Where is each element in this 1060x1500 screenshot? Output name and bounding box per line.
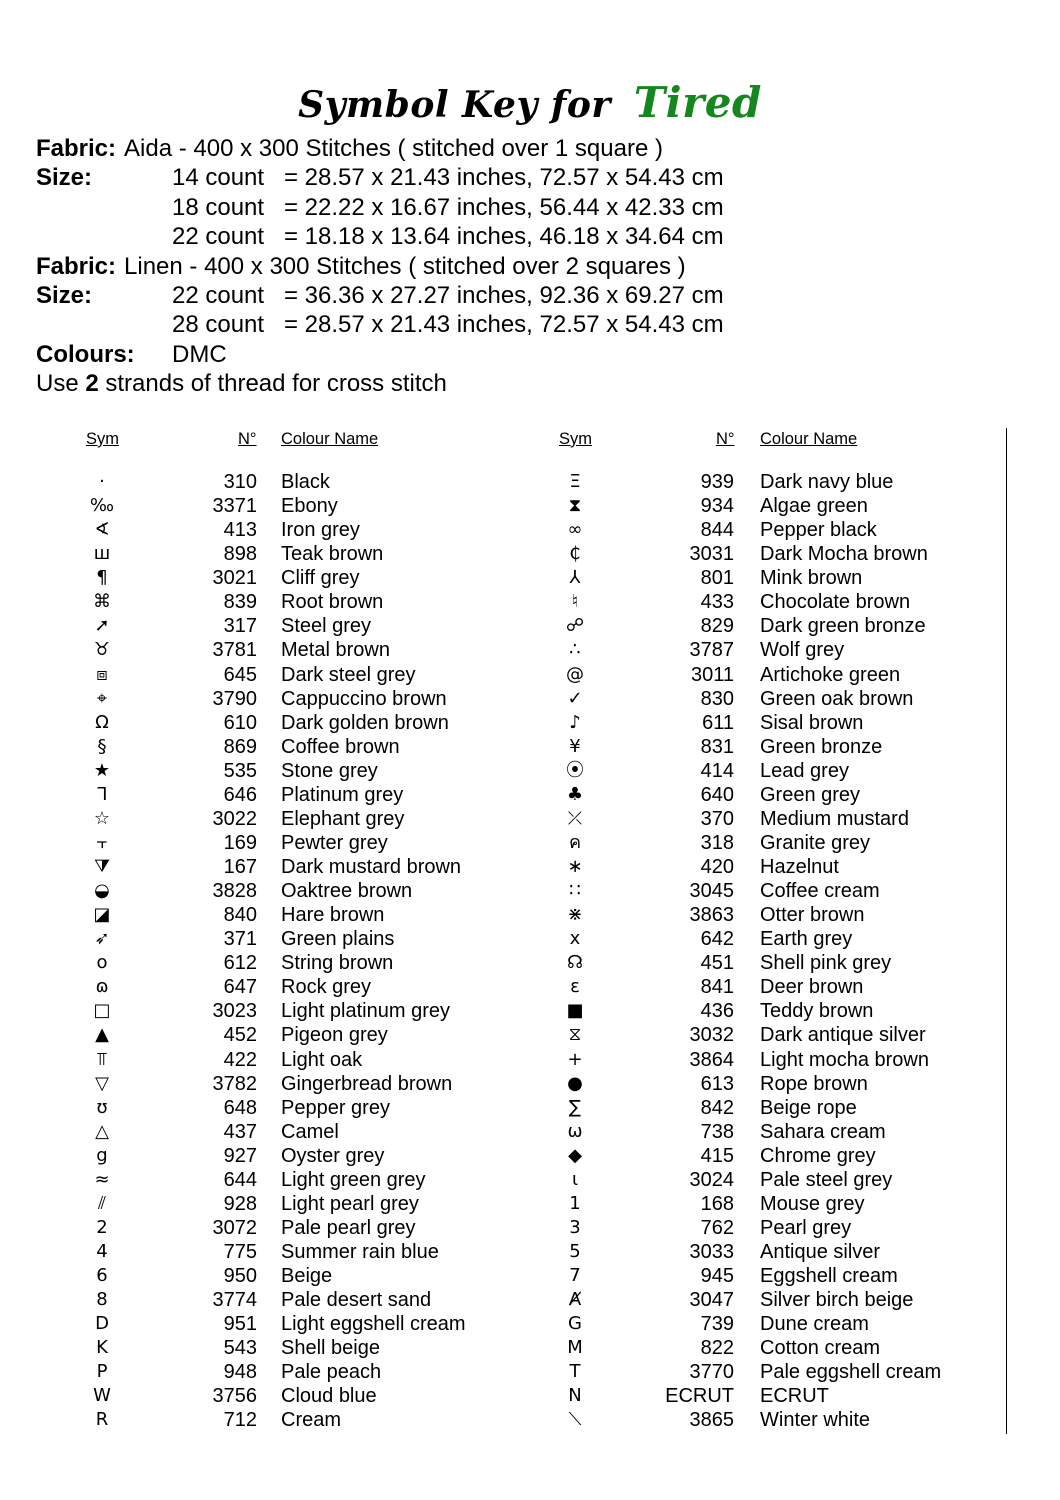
dmc-number: 452 [223, 1024, 257, 1047]
colour-name: Sahara cream [760, 1120, 886, 1143]
stitch-symbol: ∑ [568, 1096, 582, 1118]
colour-name: Cliff grey [281, 567, 360, 590]
stitch-symbol: 6 [96, 1265, 108, 1287]
size-dimensions: = 28.57 x 21.43 inches, 72.57 x 54.43 cm [284, 164, 724, 192]
fabric-info [36, 134, 1026, 399]
colour-name: Summer rain blue [281, 1241, 439, 1263]
dmc-number: 167 [223, 856, 257, 878]
stitch-symbol: ⫪ [96, 1048, 108, 1070]
stitch-symbol: ɷ [95, 976, 109, 998]
colours-label: Colours: [36, 340, 135, 368]
dmc-number: 415 [700, 1144, 734, 1167]
dmc-number: 3045 [689, 880, 734, 903]
stitch-symbol: ☊ [567, 952, 583, 974]
size-dimensions: = 22.22 x 16.67 inches, 56.44 x 42.33 cm [284, 193, 724, 221]
colour-name: Gingerbread brown [281, 1072, 453, 1095]
colour-name: Silver birch beige [760, 1289, 914, 1312]
stitch-symbol: 4 [96, 1241, 108, 1262]
dmc-number: 775 [223, 1241, 257, 1263]
colour-name: Elephant grey [281, 807, 405, 830]
dmc-number: 3371 [212, 495, 257, 518]
stitch-symbol: ‰ [89, 495, 115, 517]
colour-name: Light oak [281, 1048, 363, 1071]
colour-name: ECRUT [760, 1385, 829, 1408]
stitch-symbol: ∢ [94, 519, 110, 541]
stitch-symbol: ⧩ [93, 856, 111, 877]
dmc-number: 3031 [689, 543, 734, 566]
stitch-symbol: ♣ [566, 783, 584, 805]
colour-name: Shell beige [281, 1337, 380, 1360]
dmc-number: 3865 [689, 1409, 734, 1432]
dmc-number: 3781 [212, 639, 257, 662]
stitch-symbol: P [96, 1361, 108, 1383]
colour-name: Coffee cream [760, 880, 880, 903]
dmc-number: 801 [700, 567, 734, 590]
colour-name: Ebony [281, 495, 338, 518]
dmc-number: 840 [223, 904, 257, 927]
dmc-number: 640 [700, 783, 734, 806]
colour-name: Deer brown [760, 976, 864, 999]
strands-before: Use [36, 370, 86, 398]
colour-name: Pale pearl grey [281, 1216, 416, 1239]
colour-name: Pewter grey [281, 831, 388, 854]
stitch-symbol: D [95, 1313, 109, 1335]
colour-name: Pigeon grey [281, 1024, 388, 1047]
colour-name: Camel [281, 1120, 339, 1143]
size-label: Size: [36, 281, 93, 309]
dmc-number: 370 [700, 807, 734, 830]
stitch-symbol: ▲ [95, 1024, 109, 1046]
size-row [36, 281, 1026, 310]
stitch-symbol: ★ [93, 759, 111, 781]
colour-name: Pearl grey [760, 1216, 852, 1239]
stitch-symbol: ◪ [93, 904, 111, 926]
dmc-number: 3011 [690, 663, 734, 686]
stitch-symbol: Ⱥ [568, 1289, 582, 1311]
stitch-symbol: 2 [96, 1216, 108, 1238]
dmc-number: 3864 [689, 1048, 734, 1071]
colour-name: Dark mustard brown [281, 856, 462, 878]
dmc-number: 3022 [212, 807, 257, 830]
stitch-symbol: ω [567, 1120, 583, 1142]
colour-name: Mink brown [760, 567, 863, 590]
stitch-symbol: □ [93, 1000, 111, 1022]
stitch-symbol: 3 [569, 1216, 581, 1238]
dmc-number: 842 [700, 1096, 734, 1119]
stitch-symbol: ⧈ [96, 663, 108, 685]
dmc-number: 939 [700, 471, 734, 493]
colour-name: Medium mustard [760, 807, 909, 830]
dmc-number: 543 [223, 1337, 257, 1360]
fabric-label: Fabric: [36, 135, 117, 162]
dmc-number: 613 [700, 1072, 734, 1095]
size-count: 28 count [172, 311, 265, 339]
colours-row [36, 340, 1026, 369]
dmc-number: 822 [700, 1337, 734, 1360]
dmc-number: 934 [700, 495, 734, 518]
colour-name: Green plains [281, 928, 395, 951]
dmc-number: 738 [700, 1120, 734, 1143]
stitch-symbol: ≈ [94, 1168, 110, 1190]
stitch-symbol: Ω [95, 711, 109, 733]
dmc-number: 3787 [689, 639, 734, 662]
dmc-number: 3072 [212, 1216, 257, 1239]
stitch-symbol: ♪ [569, 711, 581, 733]
colour-name: Root brown [281, 591, 384, 614]
dmc-number: 413 [223, 519, 257, 542]
dmc-number: 642 [700, 928, 734, 951]
fabric-value: Aida - 400 x 300 Stitches ( stitched over 1 square ) [124, 135, 663, 162]
dmc-number: 414 [700, 759, 734, 782]
colour-name: Green oak brown [760, 687, 914, 710]
strands-count: 2 [85, 370, 99, 398]
size-row [36, 163, 1026, 192]
stitch-symbol: · [99, 471, 105, 492]
colour-name: Eggshell cream [760, 1265, 898, 1288]
size-dimensions: = 36.36 x 27.27 inches, 92.36 x 69.27 cm [284, 281, 724, 309]
dmc-number: 898 [223, 543, 257, 566]
dmc-number: 451 [700, 952, 734, 975]
stitch-symbol: ➚ [94, 615, 110, 637]
stitch-symbol: ∴ [569, 639, 581, 661]
dmc-number: 841 [700, 976, 734, 999]
stitch-symbol: ∷ [569, 880, 581, 902]
stitch-symbol: ɩ [571, 1168, 579, 1190]
size-row [36, 222, 1026, 251]
stitch-symbol: Ξ [569, 471, 581, 492]
colour-name: Black [281, 471, 330, 493]
colour-name: Light eggshell cream [281, 1313, 466, 1336]
dmc-number: 927 [223, 1144, 257, 1167]
colour-name: Artichoke green [760, 663, 901, 686]
pattern-name: Tired [633, 78, 762, 127]
colour-name: Dark navy blue [760, 471, 894, 493]
size-row [36, 310, 1026, 339]
dmc-number: 3032 [689, 1024, 734, 1047]
dmc-number: 611 [702, 711, 734, 734]
dmc-number: 928 [223, 1192, 257, 1215]
colour-name: Light pearl grey [281, 1192, 419, 1215]
colour-name: Beige rope [760, 1096, 857, 1119]
dmc-number: 371 [223, 928, 257, 951]
colour-name: Platinum grey [281, 783, 404, 806]
dmc-number: 869 [223, 735, 257, 758]
colour-name: Cotton cream [760, 1337, 881, 1360]
dmc-number: 829 [700, 615, 734, 638]
dmc-number: 762 [700, 1216, 734, 1239]
stitch-symbol: ♮ [571, 591, 579, 613]
stitch-symbol: g [96, 1144, 108, 1166]
colour-name: Chocolate brown [760, 591, 911, 614]
header-colour-name: Colour Name [760, 430, 858, 448]
colour-name: Teddy brown [760, 1000, 874, 1023]
stitch-symbol: ■ [566, 1000, 584, 1022]
fabric-label: Fabric: [36, 252, 117, 280]
stitch-symbol: ɛ [570, 976, 580, 998]
stitch-symbol: ⅄ [569, 567, 581, 589]
colour-name: Pepper grey [281, 1096, 390, 1119]
dmc-number: 422 [223, 1048, 257, 1071]
stitch-symbol: M [567, 1337, 583, 1359]
stitch-symbol: ⫽ [97, 1192, 107, 1214]
size-count: 18 count [172, 193, 265, 221]
colour-name: Dark green bronze [760, 615, 926, 638]
header-colour-name: Colour Name [281, 430, 379, 448]
colour-name: Pale eggshell cream [760, 1361, 942, 1384]
colour-name: Metal brown [281, 639, 390, 662]
colour-name: Pale peach [281, 1361, 382, 1384]
stitch-symbol: R [95, 1409, 109, 1431]
size-dimensions: = 28.57 x 21.43 inches, 72.57 x 54.43 cm [284, 311, 724, 339]
stitch-symbol: 5 [569, 1241, 581, 1262]
dmc-number: 3023 [212, 1000, 257, 1023]
colour-name: Beige [281, 1265, 333, 1288]
colour-name: Light green grey [281, 1168, 426, 1191]
linen-fabric-row [36, 252, 1026, 281]
header-sym: Sym [559, 430, 592, 448]
stitch-symbol: ⤫ [567, 807, 583, 829]
size-count: 14 count [172, 164, 265, 192]
stitch-symbol: ¥ [569, 735, 581, 757]
stitch-symbol: ☆ [93, 807, 111, 829]
dmc-number: 844 [700, 519, 734, 542]
dmc-number: 645 [223, 663, 257, 686]
colour-name: Granite grey [760, 831, 871, 854]
stitch-symbol: G [568, 1313, 582, 1335]
size-count: 22 count [172, 281, 265, 309]
dmc-number: 169 [223, 831, 257, 854]
stitch-symbol: ʊ [96, 1096, 108, 1118]
dmc-number: 3024 [689, 1168, 734, 1191]
dmc-number: 3033 [689, 1241, 734, 1263]
size-label: Size: [36, 164, 93, 192]
dmc-number: 830 [700, 687, 734, 710]
strands-after: strands of thread for cross stitch [98, 370, 447, 398]
dmc-number: 3782 [212, 1072, 257, 1095]
colour-name: Mouse grey [760, 1192, 865, 1215]
dmc-number: 948 [223, 1361, 257, 1384]
header-num: N° [716, 430, 735, 448]
colour-name: Wolf grey [760, 639, 845, 662]
dmc-number: 3828 [212, 880, 257, 903]
dmc-number: 436 [700, 1000, 734, 1023]
stitch-symbol: ➶ [94, 928, 110, 950]
page-title [0, 78, 1060, 127]
colour-name: Otter brown [760, 904, 865, 927]
colour-name: Antique silver [760, 1241, 881, 1263]
stitch-symbol: ∞ [567, 519, 583, 541]
colour-name: Pale desert sand [281, 1289, 432, 1312]
colour-name: Winter white [760, 1409, 871, 1432]
stitch-symbol: ₵ [569, 543, 581, 565]
stitch-symbol: ☍ [565, 615, 585, 637]
stitch-symbol: § [97, 735, 107, 757]
stitch-symbol: ▽ [95, 1072, 109, 1094]
dmc-number: 831 [700, 735, 734, 758]
colour-name: Cappuccino brown [281, 687, 447, 710]
stitch-symbol: ⋇ [567, 904, 583, 926]
stitch-symbol: ⦿ [566, 759, 584, 781]
stitch-symbol: o [96, 952, 108, 974]
stitch-symbol: ⟍ [568, 1409, 582, 1431]
colour-name: Lead grey [760, 759, 849, 782]
stitch-symbol: W [93, 1385, 111, 1407]
colour-name: Pepper black [760, 519, 877, 542]
stitch-symbol: ● [567, 1072, 583, 1094]
dmc-number: 950 [223, 1265, 257, 1288]
dmc-number: 3021 [212, 567, 257, 590]
dmc-number: 3756 [212, 1385, 257, 1408]
colour-name: Green grey [760, 783, 861, 806]
colour-name: Cream [281, 1409, 342, 1432]
stitch-symbol: ⫟ [96, 831, 108, 853]
dmc-number: 951 [223, 1313, 257, 1336]
dmc-number: 310 [223, 471, 257, 493]
stitch-symbol: K [96, 1337, 108, 1359]
stitch-symbol: ค [568, 831, 582, 853]
colours-value: DMC [172, 340, 227, 368]
dmc-number: 945 [700, 1265, 734, 1288]
fabric-value: Linen - 400 x 300 Stitches ( stitched over 2 squares ) [124, 252, 686, 280]
dmc-number: 646 [223, 783, 257, 806]
dmc-number: 437 [223, 1120, 257, 1143]
size-row [36, 193, 1026, 222]
colour-name: Oaktree brown [281, 880, 413, 903]
stitch-symbol: @ [566, 663, 584, 685]
stitch-symbol: ⧗ [568, 495, 582, 517]
dmc-number: 839 [223, 591, 257, 614]
stitch-symbol: ♉ [93, 639, 111, 661]
dmc-number: 3774 [212, 1289, 257, 1312]
dmc-number: 712 [223, 1409, 257, 1432]
header-sym: Sym [86, 430, 119, 448]
stitch-symbol: ✓ [567, 687, 583, 709]
colour-name: Iron grey [281, 519, 360, 542]
colour-name: Cloud blue [281, 1385, 377, 1408]
colour-name: Algae green [760, 495, 868, 518]
stitch-symbol: x [569, 928, 581, 950]
title-prefix: Symbol Key for [298, 84, 611, 126]
colour-name: Dark steel grey [281, 663, 416, 686]
dmc-number: 168 [700, 1192, 734, 1215]
dmc-number: 612 [223, 952, 257, 975]
colour-name: Dark antique silver [760, 1024, 926, 1047]
stitch-symbol: 1 [569, 1192, 581, 1214]
stitch-symbol: ¶ [96, 567, 108, 589]
stitch-symbol: ◆ [568, 1144, 582, 1166]
dmc-number: ECRUT [665, 1385, 734, 1408]
colour-name: Hare brown [281, 904, 385, 927]
colour-name: Earth grey [760, 928, 853, 951]
colour-name: Dune cream [760, 1313, 869, 1336]
dmc-number: 610 [223, 711, 257, 734]
dmc-number: 317 [223, 615, 257, 638]
dmc-number: 647 [223, 976, 257, 999]
dmc-number: 739 [700, 1313, 734, 1336]
dmc-number: 644 [223, 1168, 257, 1191]
colour-name: Sisal brown [760, 711, 864, 734]
stitch-symbol: ⌘ [93, 591, 111, 613]
stitch-symbol: ∗ [567, 856, 583, 877]
stitch-symbol: △ [95, 1120, 109, 1142]
right-border-line [1006, 428, 1007, 1434]
colour-name: Pale steel grey [760, 1168, 893, 1191]
colour-name: Rope brown [760, 1072, 868, 1095]
colour-name: Dark golden brown [281, 711, 449, 734]
dmc-number: 318 [700, 831, 734, 854]
stitch-symbol: ⧖ [568, 1024, 582, 1046]
stitch-symbol: 7 [569, 1265, 581, 1287]
colour-name: Chrome grey [760, 1144, 876, 1167]
colour-name: Steel grey [281, 615, 372, 638]
size-count: 22 count [172, 223, 265, 251]
header-num: N° [238, 430, 257, 448]
dmc-number: 433 [700, 591, 734, 614]
colour-name: Light mocha brown [760, 1048, 929, 1071]
stitch-symbol: 8 [96, 1289, 108, 1311]
colour-name: Oyster grey [281, 1144, 385, 1167]
stitch-symbol: N [568, 1385, 582, 1407]
dmc-number: 648 [223, 1096, 257, 1119]
stitch-symbol: ⌖ [96, 687, 108, 709]
dmc-number: 3770 [689, 1361, 734, 1384]
dmc-number: 3047 [689, 1289, 734, 1312]
strands-row [36, 369, 1026, 398]
dmc-number: 3863 [689, 904, 734, 927]
stitch-symbol: ᒣ [96, 783, 108, 805]
colour-name: Hazelnut [760, 856, 839, 878]
colour-name: Coffee brown [281, 735, 400, 758]
colour-name: Shell pink grey [760, 952, 892, 975]
stitch-symbol: ш [93, 543, 111, 565]
colour-name: Dark Mocha brown [760, 543, 928, 566]
aida-fabric-row [36, 134, 1026, 163]
size-dimensions: = 18.18 x 13.64 inches, 46.18 x 34.64 cm [284, 223, 724, 251]
colour-name: Teak brown [281, 543, 384, 566]
stitch-symbol: + [567, 1048, 583, 1070]
colour-name: Rock grey [281, 976, 372, 999]
colour-name: Stone grey [281, 759, 378, 782]
dmc-number: 420 [700, 856, 734, 878]
dmc-number: 535 [223, 759, 257, 782]
colour-name: Green bronze [760, 735, 883, 758]
dmc-number: 3790 [212, 687, 257, 710]
colour-name: String brown [281, 952, 394, 975]
stitch-symbol: ◒ [94, 880, 110, 902]
stitch-symbol: T [569, 1361, 581, 1383]
colour-name: Light platinum grey [281, 1000, 450, 1023]
